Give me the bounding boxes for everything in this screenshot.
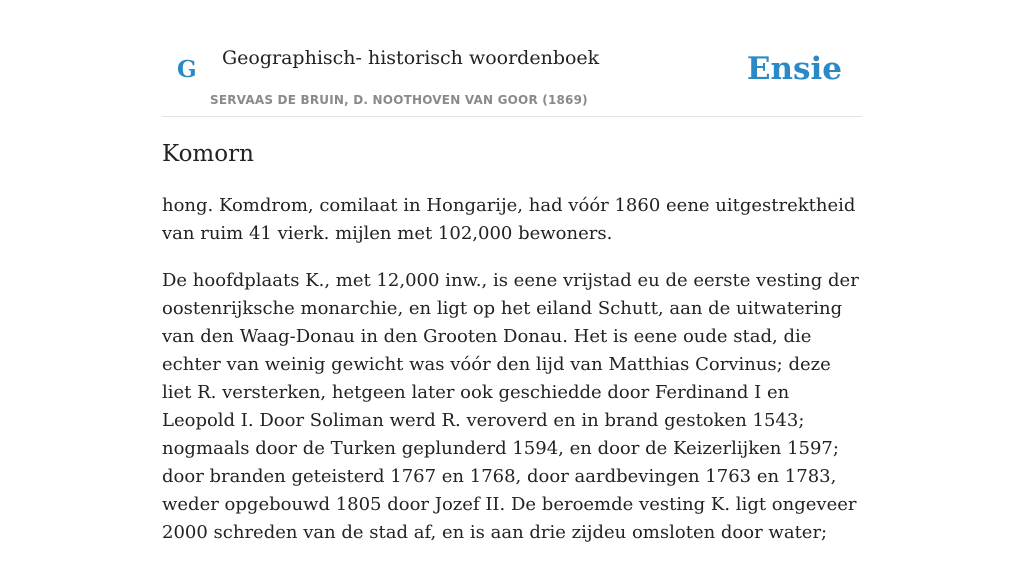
entry-body — [162, 192, 862, 566]
entry-paragraph: De hoofdplaats K., met 12,000 inw., is eene vrijstad eu de eerste vesting der oostenrijksche monarchie, en ligt op het eiland Schutt, aan de uitwatering van den Waag-Donau in den Grooten Donau. Het is eene oude stad, die echter van weinig gewicht was vóór den lijd van Matthias Corvinus; deze liet R. versterken, hetgeen later ook geschiedde door Ferdinand I en Leopold I. Door Soliman werd R. veroverd en in brand gestoken 1543; nogmaals door de Turken geplunderd 1594, en door de Keizerlijken 1597; door branden geteisterd 1767 en 1768, door aardbevingen 1763 en 1783, weder opgebouwd 1805 door Jozef II. De beroemde vesting K. ligt ongeveer 2000 schreden van de stad af, en is aan drie zijdeu omsloten door water; — [162, 270, 859, 543]
entry-title: Komorn — [162, 141, 254, 167]
dictionary-header — [162, 0, 862, 117]
ensie-brand-logo[interactable]: Ensie — [746, 51, 842, 87]
entry-paragraph: hong. Komdrom, comilaat in Hongarije, had vóór 1860 eene uitgestrektheid van ruim 41 vierk. mijlen met 102,000 bewoners. — [162, 195, 856, 244]
dictionary-authors: SERVAAS DE BRUIN, D. NOOTHOVEN VAN GOOR (1869) — [210, 93, 588, 107]
dictionary-title-link[interactable]: Geographisch- historisch woordenboek — [222, 47, 600, 69]
dictionary-logo-icon[interactable]: G — [177, 56, 197, 83]
